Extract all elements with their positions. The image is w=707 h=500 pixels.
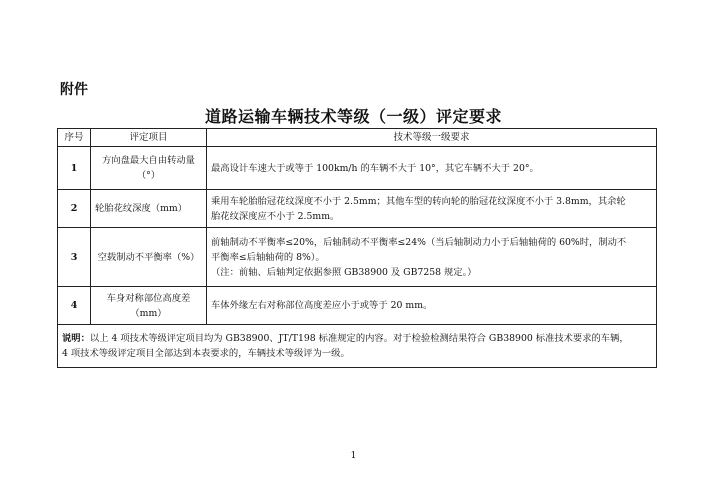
row-requirement (207, 287, 657, 325)
row-item-line: （mm） (130, 307, 167, 319)
row-item (91, 190, 207, 228)
row-item-line: 车身对称部位高度差 (106, 292, 191, 304)
note-label: 说明： (62, 333, 90, 344)
row-number: 4 (58, 287, 91, 325)
row-requirement (207, 147, 657, 190)
table-row (58, 287, 657, 325)
page-number: 1 (350, 451, 357, 461)
note-line: 以上 4 项技术等级评定项目均为 GB38900、JT/T198 标准规定的内容。对于检验检测结果符合 GB38900 标准技术要求的车辆， (89, 333, 629, 344)
row-number: 3 (58, 228, 91, 287)
row-requirement-line: 平衡率≤后轴轴荷的 8%）。 (211, 251, 325, 263)
row-item (91, 147, 207, 190)
attachment-label: 附件 (60, 82, 88, 98)
row-number: 1 (58, 147, 91, 190)
note-line: 4 项技术等级评定项目全部达到本表要求的，车辆技术等级评为一级。 (62, 348, 350, 359)
table-row (58, 147, 657, 190)
table-note-row (58, 325, 657, 368)
row-number: 2 (58, 190, 91, 228)
table-note (58, 325, 657, 368)
row-requirement-line: 前轴制动不平衡率≤20%，后轴制动不平衡率≤24%（当后轴制动力小于后轴轴荷的 60%时，制动不 (211, 236, 627, 248)
document-title: 道路运输车辆技术等级（一级）评定要求 (204, 107, 502, 126)
row-requirement-line: 车体外缘左右对称部位高度差应小于或等于 20 mm。 (211, 300, 433, 311)
header-requirement: 技术等级一级要求 (207, 129, 657, 147)
row-requirement (207, 228, 657, 287)
row-requirement-line: 乘用车轮胎胎冠花纹深度不小于 2.5mm；其他车型的转向轮的胎冠花纹深度不小于 3.8mm，其余轮 (211, 195, 626, 207)
row-item (91, 228, 207, 287)
table-row (58, 190, 657, 228)
row-item-line: 空载制动不平衡率（%） (97, 251, 200, 263)
table-header-row (58, 129, 657, 147)
row-item-line: （°） (136, 170, 161, 181)
row-requirement-note: （注：前轴、后轴判定依据参照 GB38900 及 GB7258 规定。） (211, 266, 477, 278)
header-item: 评定项目 (91, 129, 207, 147)
row-requirement (207, 190, 657, 228)
requirements-table (57, 128, 657, 368)
header-no: 序号 (58, 129, 91, 147)
row-requirement-line: 胎花纹深度应不小于 2.5mm。 (211, 210, 340, 222)
row-requirement-line: 最高设计车速大于或等于 100km/h 的车辆不大于 10°，其它车辆不大于 20°。 (211, 162, 539, 174)
table-row (58, 228, 657, 287)
row-item-line: 轮胎花纹深度（mm） (95, 203, 188, 214)
row-item-line: 方向盘最大自由转动量 (102, 155, 195, 166)
row-item (91, 287, 207, 325)
